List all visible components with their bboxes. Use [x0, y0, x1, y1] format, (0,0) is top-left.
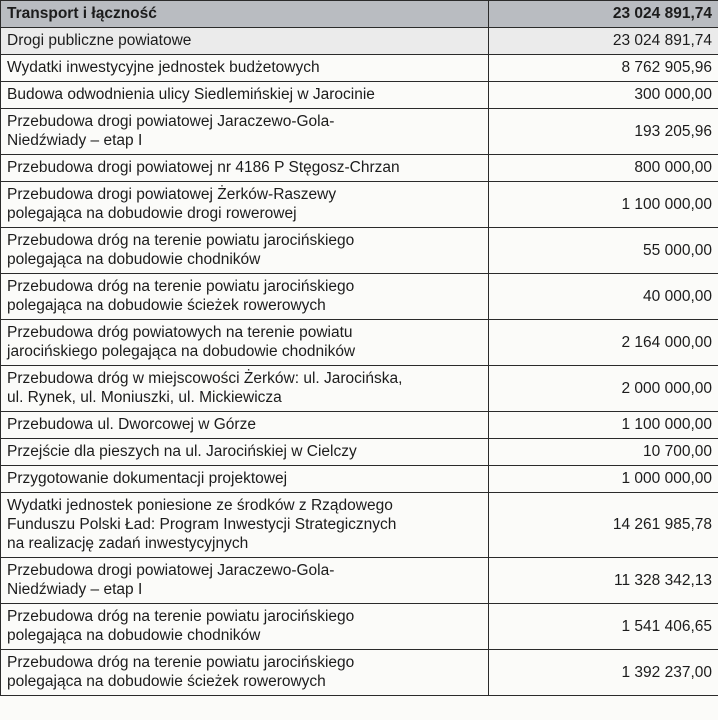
- row-amount: 800 000,00: [489, 155, 718, 182]
- row-description: Przebudowa dróg na terenie powiatu jarocińskiego polegająca na dobudowie chodników: [1, 228, 489, 274]
- table-row: [1, 82, 718, 109]
- row-amount: 23 024 891,74: [489, 1, 718, 28]
- table-row: [1, 604, 718, 650]
- table-row: [1, 55, 718, 82]
- table-row: [1, 466, 718, 493]
- table-row: [1, 439, 718, 466]
- row-description: Drogi publiczne powiatowe: [1, 28, 489, 55]
- row-amount: 23 024 891,74: [489, 28, 718, 55]
- row-description: Budowa odwodnienia ulicy Siedlemińskiej w Jarocinie: [1, 82, 489, 109]
- row-description: Transport i łączność: [1, 1, 489, 28]
- table-row: [1, 320, 718, 366]
- table-row: [1, 109, 718, 155]
- row-amount: 55 000,00: [489, 228, 718, 274]
- table-row: [1, 182, 718, 228]
- row-description: Przebudowa drogi powiatowej Jaraczewo-Gola- Niedźwiady – etap I: [1, 558, 489, 604]
- row-description: Przebudowa ul. Dworcowej w Górze: [1, 412, 489, 439]
- row-description: Przebudowa dróg na terenie powiatu jarocińskiego polegająca na dobudowie chodników: [1, 604, 489, 650]
- section-row: [1, 1, 718, 28]
- row-description: Wydatki jednostek poniesione ze środków z Rządowego Funduszu Polski Ład: Program Inwestycji Strategicznych na realizację zadań inwestycyjnych: [1, 493, 489, 558]
- row-description: Przebudowa dróg powiatowych na terenie powiatu jarocińskiego polegająca na dobudowie chodników: [1, 320, 489, 366]
- table-row: [1, 493, 718, 558]
- row-amount: 300 000,00: [489, 82, 718, 109]
- row-description: Przejście dla pieszych na ul. Jarocińskiej w Cielczy: [1, 439, 489, 466]
- row-amount: 1 100 000,00: [489, 412, 718, 439]
- table-row: [1, 274, 718, 320]
- row-amount: 8 762 905,96: [489, 55, 718, 82]
- row-amount: 2 164 000,00: [489, 320, 718, 366]
- row-amount: 10 700,00: [489, 439, 718, 466]
- row-amount: 40 000,00: [489, 274, 718, 320]
- row-amount: 1 100 000,00: [489, 182, 718, 228]
- row-description: Przebudowa dróg na terenie powiatu jarocińskiego polegająca na dobudowie ścieżek rowerowych: [1, 274, 489, 320]
- row-amount: 2 000 000,00: [489, 366, 718, 412]
- table-row: [1, 228, 718, 274]
- table-row: [1, 558, 718, 604]
- row-description: Przebudowa drogi powiatowej nr 4186 P Stęgosz-Chrzan: [1, 155, 489, 182]
- table-row: [1, 412, 718, 439]
- row-description: Wydatki inwestycyjne jednostek budżetowych: [1, 55, 489, 82]
- row-description: Przebudowa drogi powiatowej Żerków-Raszewy polegająca na dobudowie drogi rowerowej: [1, 182, 489, 228]
- row-description: Przygotowanie dokumentacji projektowej: [1, 466, 489, 493]
- row-description: Przebudowa dróg na terenie powiatu jarocińskiego polegająca na dobudowie ścieżek rowerowych: [1, 650, 489, 696]
- table-row: [1, 155, 718, 182]
- row-amount: 14 261 985,78: [489, 493, 718, 558]
- row-description: Przebudowa dróg w miejscowości Żerków: ul. Jarocińska, ul. Rynek, ul. Moniuszki, ul. Mickiewicza: [1, 366, 489, 412]
- budget-table-body: [1, 1, 718, 696]
- row-description: Przebudowa drogi powiatowej Jaraczewo-Gola- Niedźwiady – etap I: [1, 109, 489, 155]
- row-amount: 1 541 406,65: [489, 604, 718, 650]
- row-amount: 193 205,96: [489, 109, 718, 155]
- row-amount: 1 392 237,00: [489, 650, 718, 696]
- row-amount: 1 000 000,00: [489, 466, 718, 493]
- subsection-row: [1, 28, 718, 55]
- table-row: [1, 366, 718, 412]
- table-row: [1, 650, 718, 696]
- row-amount: 11 328 342,13: [489, 558, 718, 604]
